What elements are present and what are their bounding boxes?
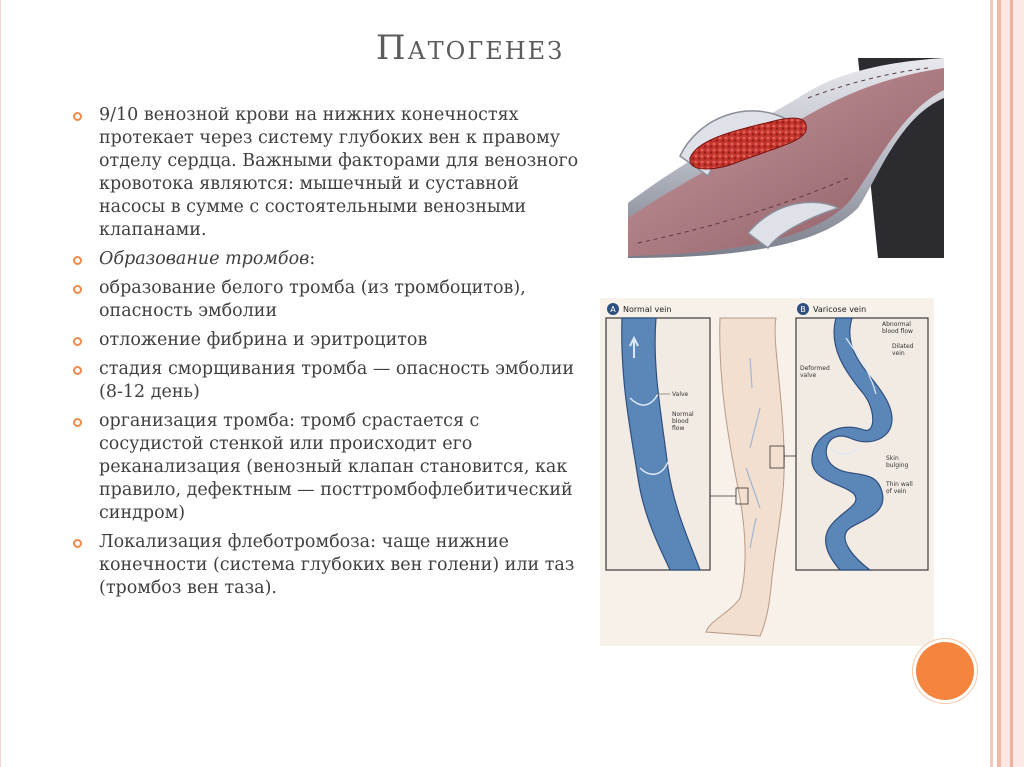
label-abnormal-1: Abnormal: [882, 321, 911, 328]
label-normal: Normal: [672, 411, 694, 418]
bullet-item: [70, 410, 580, 525]
label-thin-2: of vein: [886, 488, 907, 495]
panel-a-title: Normal vein: [623, 305, 672, 314]
bullet-suffix: :: [309, 249, 316, 269]
label-flow: flow: [672, 425, 685, 432]
bullet-marker-icon: [73, 256, 82, 265]
label-dilated-1: Dilated: [892, 343, 914, 350]
bullet-text: стадия сморщивания тромба — опасность эмболии (8-12 день): [99, 359, 575, 402]
decorative-orange-circle: [916, 642, 974, 700]
bullet-item: [70, 277, 580, 323]
label-dilated-2: vein: [892, 350, 905, 357]
bullet-marker-icon: [73, 418, 82, 427]
bullet-list: [70, 104, 580, 606]
bullet-item: [70, 104, 580, 242]
bullet-item: [70, 248, 580, 271]
bullet-item: [70, 329, 580, 352]
label-deformed-1: Deformed: [800, 365, 830, 372]
label-thin-1: Thin wall: [886, 481, 913, 488]
label-valve: Valve: [672, 391, 689, 398]
bullet-text: отложение фибрина и эритроцитов: [99, 330, 428, 350]
panel-b-title: Varicose vein: [813, 305, 867, 314]
decorative-stripes: [980, 0, 1024, 767]
bullet-marker-icon: [73, 366, 82, 375]
bullet-text: образование белого тромба (из тромбоцитов), опасность эмболии: [99, 278, 526, 321]
panel-a-letter: A: [610, 305, 616, 314]
bullet-marker-icon: [73, 337, 82, 346]
bullet-marker-icon: [73, 539, 82, 548]
thrombus-vein-illustration: [628, 58, 944, 258]
panel-b-letter: B: [800, 305, 806, 314]
bullet-text: организация тромба: тромб срастается с сосудистой стенкой или происходит его реканализация (венозный клапан становится, как правило, дефектным — посттромбофлебитический синдром): [99, 411, 573, 523]
label-skin-1: Skin: [886, 455, 899, 462]
bullet-item: [70, 358, 580, 404]
normal-varicose-vein-illustration: [600, 298, 934, 646]
bullet-marker-icon: [73, 285, 82, 294]
label-abnormal-2: blood flow: [882, 328, 913, 335]
bullet-item: [70, 531, 580, 600]
bullet-text: 9/10 венозной крови на нижних конечностях протекает через систему глубоких вен к правому отделу сердца. Важными факторами для венозного кровотока являются: мышечный и суставной насосы в сумме с состоятельными венозными клапанами.: [99, 105, 579, 240]
bullet-text: Локализация флеботромбоза: чаще нижние конечности (система глубоких вен голени) или таз (тромбоз вен таза).: [99, 532, 575, 598]
label-deformed-2: valve: [800, 372, 817, 379]
bullet-text: Образование тромбов: [99, 249, 310, 269]
label-blood: blood: [672, 418, 689, 425]
bullet-marker-icon: [73, 112, 82, 121]
label-skin-2: bulging: [886, 462, 909, 469]
slide-title: Патогенез: [375, 28, 565, 68]
